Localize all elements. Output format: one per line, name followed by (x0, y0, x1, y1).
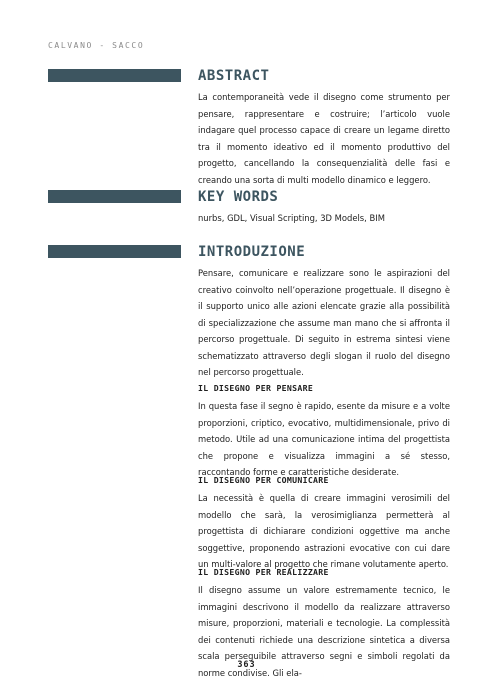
abstract-bar (48, 69, 181, 82)
keywords-text: nurbs, GDL, Visual Scripting, 3D Models, BIM (198, 213, 385, 223)
keywords-bar (48, 190, 181, 203)
page-number: 363 (237, 660, 256, 670)
section-text-realizzare: Il disegno assume un valore estremamente tecnico, le immagini descrivono il modello da realizzare attraverso misure, proporzioni, materiali e tecnologie. La complessità dei contenuti richiede una descrizione sintetica a diversa scala perseguibile attraverso segni e simboli regolati da norme condivise. Gli ela- (198, 585, 450, 678)
abstract-text: La contemporaneità vede il disegno come strumento per pensare, rappresentare e costruire; l’articolo vuole indagare quel processo capace di creare un legame diretto tra il momento ideativo ed il momento produttivo del progetto, cancellando la consequenzialità delle fasi e creando una sorta di multi modello dinamico e leggero. (198, 92, 450, 185)
introduzione-heading: INTRODUZIONE (198, 244, 306, 260)
running-head: CALVANO - SACCO (48, 41, 145, 50)
section-heading-comunicare: IL DISEGNO PER COMUNICARE (198, 475, 329, 485)
introduzione-text: Pensare, comunicare e realizzare sono le aspirazioni del creativo coinvolto nell’operazione progettuale. Il disegno è il supporto unico alle azioni elencate grazie alla possibilità di specializzazione che assume man mano che si affronta il percorso progettuale. Di seguito in estrema sintesi viene schematizzato attraverso degli slogan il ruolo del disegno nel percorso progettuale. (198, 268, 450, 377)
introduzione-bar (48, 245, 181, 258)
section-text-pensare: In questa fase il segno è rapido, esente da misure e a volte proporzioni, criptico, evocativo, multidimensionale, privo di metodo. Utile ad una comunicazione intima del progettista che propone e visualizza immagini a sé stesso, raccontando forme e caratteristiche desiderate. (198, 401, 450, 477)
section-heading-realizzare: IL DISEGNO PER REALIZZARE (198, 567, 329, 577)
keywords-heading: KEY WORDS (198, 189, 279, 205)
abstract-heading: ABSTRACT (198, 68, 270, 84)
section-text-comunicare: La necessità è quella di creare immagini verosimili del modello che sarà, la verosimiglianza permetterà al progettista di dichiarare condizioni oggettive ma anche soggettive, proponendo astrazioni evocative con cui dare un multi-valore al progetto che rimane volutamente aperto. (198, 493, 450, 569)
section-heading-pensare: IL DISEGNO PER PENSARE (198, 383, 314, 393)
